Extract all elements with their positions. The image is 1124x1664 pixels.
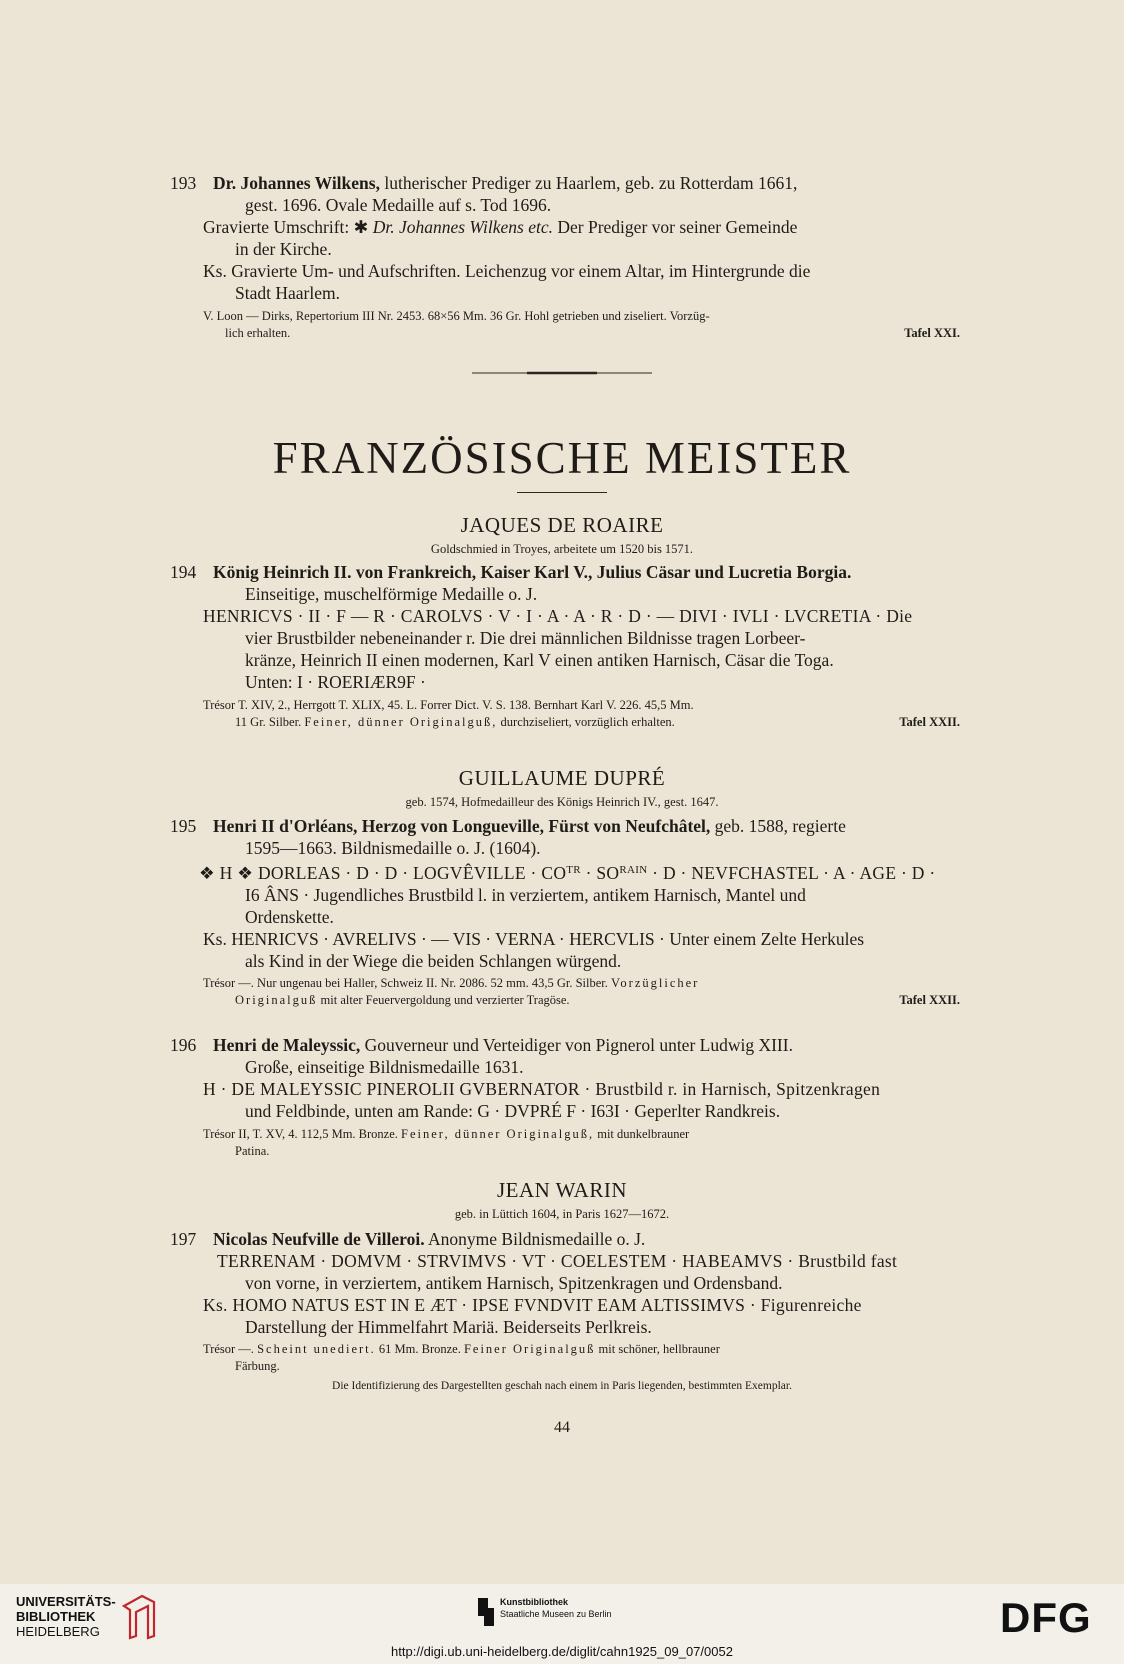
kunstbibliothek-line: Staatliche Museen zu Berlin xyxy=(500,1609,612,1619)
artist-description: Goldschmied in Troyes, arbeitete um 1520 bis 1571. xyxy=(430,542,694,556)
university-library-name xyxy=(16,1594,116,1639)
entry-text: Gravierte Umschrift: ✱ xyxy=(203,217,373,237)
footnote: Die Identifizierung des Dargestellten geschah nach einem in Paris liegenden, bestimmten Exemplar. xyxy=(332,1380,792,1392)
artist-name: JAQUES DE ROAIRE xyxy=(460,513,664,537)
page-number: 44 xyxy=(554,1419,570,1436)
reference-text: Trésor II, T. XV, 4. 112,5 Mm. Bronze. xyxy=(203,1127,402,1141)
reference-spaced-text: Scheint unediert. xyxy=(257,1342,376,1356)
entry-title: Henri de Maleyssic, xyxy=(213,1035,361,1055)
entry-title: Nicolas Neufville de Villeroi. xyxy=(213,1229,425,1249)
entry-text: Unten: I · ROERIÆR9F · xyxy=(245,672,426,692)
catalog-entry-197 xyxy=(170,1228,960,1375)
kunstbibliothek-line: Kunstbibliothek xyxy=(500,1597,568,1607)
reference-text: Trésor T. XIV, 2., Herrgott T. XLIX, 45. L. Forrer Dict. V. S. 138. Bernhart Karl V. 226. 45,5 Mm. xyxy=(203,698,694,712)
source-url-link[interactable]: http://digi.ub.uni-heidelberg.de/diglit/cahn1925_09_07/0052 xyxy=(391,1644,733,1659)
entry-text: geb. 1588, regierte xyxy=(710,816,846,836)
superscript: RAIN xyxy=(619,864,648,876)
tafel-label: Tafel XXII. xyxy=(899,993,960,1007)
entry-text: Ordenskette. xyxy=(245,907,334,927)
reference xyxy=(203,975,960,1009)
catalog-entry-196 xyxy=(170,1034,960,1160)
reference-text: mit dunkelbrauner xyxy=(594,1127,690,1141)
university-library-logo-icon xyxy=(118,1592,158,1640)
artist-name: GUILLAUME DUPRÉ xyxy=(458,766,666,790)
entry-text: TERRENAM · DOMVM · STRVIMVS · VT · COELESTEM · HABEAMVS · Brustbild fast xyxy=(217,1251,898,1271)
entry-text: Darstellung der Himmelfahrt Mariä. Beiderseits Perlkreis. xyxy=(245,1317,652,1337)
dfg-logo: DFG xyxy=(1000,1594,1092,1641)
entry-number: 197 xyxy=(170,1229,197,1249)
entry-text: Ks. HENRICVS · AVRELIVS · — VIS · VERNA · HERCVLIS · Unter einem Zelte Herkules xyxy=(203,929,865,949)
library-name-line: HEIDELBERG xyxy=(16,1624,100,1639)
entry-text: von vorne, in verziertem, antikem Harnisch, Spitzenkragen und Ordensband. xyxy=(245,1273,783,1293)
entry-number: 194 xyxy=(170,562,197,582)
kunstbibliothek-name xyxy=(500,1596,612,1620)
script-inscription: Dr. Johannes Wilkens etc. xyxy=(372,217,553,237)
reference-text: mit schöner, hellbrauner xyxy=(595,1342,720,1356)
entry-text: Ks. HOMO NATUS EST IN E ÆT · IPSE FVNDVIT EAM ALTISSIMVS · Figurenreiche xyxy=(203,1295,862,1315)
entry-text: Stadt Haarlem. xyxy=(235,283,340,303)
entry-title: Henri II d'Orléans, Herzog von Longueville, Fürst von Neufchâtel, xyxy=(213,816,711,836)
entry-number: 193 xyxy=(170,173,197,193)
entry-text: Große, einseitige Bildnismedaille 1631. xyxy=(245,1057,524,1077)
catalog-entry-194 xyxy=(170,561,960,731)
reference-text: 11 Gr. Silber. xyxy=(235,715,305,729)
entry-text: vier Brustbilder nebeneinander r. Die drei männlichen Bildnisse tragen Lorbeer- xyxy=(245,628,806,648)
reference xyxy=(203,1341,960,1375)
library-name-line: BIBLIOTHEK xyxy=(16,1609,96,1624)
entry-text: kränze, Heinrich II einen modernen, Karl V einen antiken Harnisch, Cäsar die Toga. xyxy=(245,650,834,670)
reference-spaced-text: Vorzüglicher xyxy=(611,976,700,990)
entry-text: Der Prediger vor seiner Gemeinde xyxy=(553,217,798,237)
reference-text: Färbung. xyxy=(235,1359,280,1373)
tafel-label: Tafel XXII. xyxy=(899,715,960,729)
entry-number: 196 xyxy=(170,1035,197,1055)
reference-text: V. Loon — Dirks, Repertorium III Nr. 2453. 68×56 Mm. 36 Gr. Hohl getrieben und ziseliert. Vorzüg- xyxy=(203,309,710,323)
entry-text: lutherischer Prediger zu Haarlem, geb. zu Rotterdam 1661, xyxy=(379,173,798,193)
entry-text: gest. 1696. Ovale Medaille auf s. Tod 1696. xyxy=(245,195,552,215)
entry-number: 195 xyxy=(170,816,197,836)
entry-text: Anonyme Bildnismedaille o. J. xyxy=(424,1229,646,1249)
artist-description: geb. 1574, Hofmedailleur des Königs Heinrich IV., gest. 1647. xyxy=(405,795,719,809)
entry-text: · SO xyxy=(580,863,620,883)
section-title: FRANZÖSISCHE MEISTER xyxy=(272,433,852,483)
reference-spaced-text: Originalguß xyxy=(235,993,318,1007)
entry-text: Einseitige, muschelförmige Medaille o. J. xyxy=(245,584,538,604)
reference-text: Trésor —. xyxy=(203,1342,258,1356)
entry-text: als Kind in der Wiege die beiden Schlangen würgend. xyxy=(245,951,622,971)
entry-text: in der Kirche. xyxy=(235,239,332,259)
entry-text: 1595—1663. Bildnismedaille o. J. (1604). xyxy=(245,838,541,858)
reference xyxy=(203,1126,960,1160)
entry-title: König Heinrich II. von Frankreich, Kaiser Karl V., Julius Cäsar und Lucretia Borgia. xyxy=(213,562,852,582)
title-rule xyxy=(517,492,607,493)
reference-text: lich erhalten. xyxy=(225,326,291,340)
reference-text: durchziseliert, vorzüglich erhalten. xyxy=(497,715,675,729)
entry-title: Dr. Johannes Wilkens, xyxy=(213,173,380,193)
artist-description: geb. in Lüttich 1604, in Paris 1627—1672. xyxy=(454,1207,670,1221)
reference xyxy=(203,308,960,342)
reference-spaced-text: Feiner, dünner Originalguß, xyxy=(401,1127,595,1141)
digitization-footer xyxy=(0,1584,1124,1664)
entry-text: Ks. Gravierte Um- und Aufschriften. Leichenzug vor einem Altar, im Hintergrunde die xyxy=(203,261,811,281)
superscript: TR xyxy=(566,864,581,876)
entry-text: HENRICVS · II · F — R · CAROLVS · V · I · A · A · R · D · — DIVI · IVLI · LVCRETIA · Die xyxy=(203,606,913,626)
reference-spaced-text: Feiner Originalguß xyxy=(463,1342,596,1356)
reference-text: mit alter Feuervergoldung und verzierter Tragöse. xyxy=(317,993,570,1007)
catalog-entry-193 xyxy=(170,172,960,342)
entry-text: · D · NEVFCHASTEL · A · AGE · D · xyxy=(647,863,936,883)
reference-text: 61 Mm. Bronze. xyxy=(375,1342,464,1356)
tafel-label: Tafel XXI. xyxy=(904,326,960,340)
entry-text: ❖ H ❖ DORLEAS · D · D · LOGVÊVILLE · CO xyxy=(199,863,567,883)
entry-text: H · DE MALEYSSIC PINEROLII GVBERNATOR · Brustbild r. in Harnisch, Spitzenkragen xyxy=(203,1079,881,1099)
reference-spaced-text: Feiner, dünner Originalguß, xyxy=(304,715,498,729)
reference-text: Trésor —. Nur ungenau bei Haller, Schweiz II. Nr. 2086. 52 mm. 43,5 Gr. Silber. xyxy=(203,976,612,990)
ornament-divider xyxy=(472,369,652,377)
kunstbibliothek-logo-icon xyxy=(478,1598,494,1626)
catalog-entry-195 xyxy=(170,815,960,1009)
reference xyxy=(203,697,960,731)
entry-text: und Feldbinde, unten am Rande: G · DVPRÉ F · I63I · Geperlter Randkreis. xyxy=(245,1101,781,1121)
reference-text: Patina. xyxy=(235,1144,270,1158)
artist-name: JEAN WARIN xyxy=(496,1178,628,1202)
entry-text: I6 ÂNS · Jugendliches Brustbild l. in verziertem, antikem Harnisch, Mantel und xyxy=(245,885,806,905)
entry-text: Gouverneur und Verteidiger von Pignerol unter Ludwig XIII. xyxy=(360,1035,793,1055)
library-name-line: UNIVERSITÄTS- xyxy=(16,1594,116,1609)
